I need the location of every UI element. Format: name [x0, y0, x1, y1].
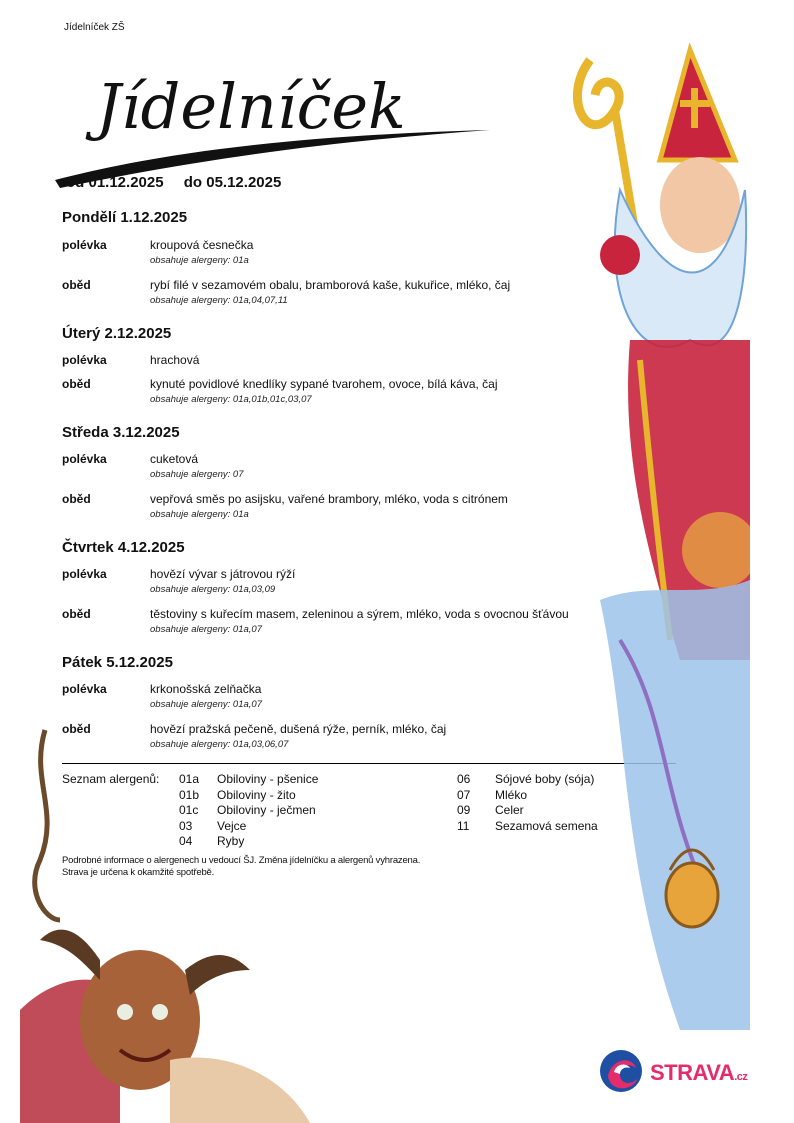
devil-illustration: [20, 720, 310, 1123]
row-label: polévka: [62, 682, 107, 696]
menu-item-text: hrachová: [150, 353, 200, 367]
menu-item-text: cuketová: [150, 452, 199, 466]
menu-item-allergens: obsahuje alergeny: 01a,07: [150, 624, 262, 635]
script-title-text: Jídelníček: [96, 70, 406, 143]
menu-item-text: hovězí pražská pečeně, dušená rýže, perník, mléko, čaj: [150, 722, 447, 736]
menu-item: [150, 567, 295, 595]
date-from: od 01.12.2025: [66, 174, 164, 191]
allergen-list-label: Seznam alergenů:: [62, 772, 160, 786]
row-label: oběd: [62, 607, 91, 621]
header-small-title: Jídelníček ZŠ: [64, 22, 125, 33]
row-label: oběd: [62, 377, 91, 391]
allergen-entry: 07 Mléko: [457, 787, 528, 802]
strava-logo-icon: [598, 1048, 644, 1094]
allergen-entry: 01a Obiloviny - pšenice: [179, 772, 319, 786]
menu-item: [150, 377, 498, 405]
menu-item: [150, 607, 569, 635]
row-label: polévka: [62, 238, 107, 252]
menu-item: [150, 278, 510, 306]
date-range: [66, 174, 297, 191]
menu-item: [150, 238, 253, 266]
menu-item-text: těstoviny s kuřecím masem, zeleninou a sýrem, mléko, voda s ovocnou šťávou: [150, 607, 569, 621]
row-label: polévka: [62, 567, 107, 581]
row-label: oběd: [62, 278, 91, 292]
day-title: Středa 3.12.2025: [62, 424, 180, 441]
saint-nicholas-illustration: [560, 40, 750, 1030]
menu-item-text: kynuté povidlové knedlíky sypané tvarohem, ovoce, bílá káva, čaj: [150, 377, 498, 391]
allergen-entry: 04 Ryby: [179, 834, 245, 848]
allergen-entry: 11 Sezamová semena: [457, 818, 598, 833]
row-label: polévka: [62, 452, 107, 466]
menu-item: [150, 353, 199, 367]
menu-item-text: kroupová česnečka: [150, 238, 254, 252]
day-title: Pátek 5.12.2025: [62, 654, 173, 671]
strava-logo-text: STRAVA.cz: [650, 1060, 748, 1085]
menu-item-allergens: obsahuje alergeny: 01a,03,09: [150, 584, 276, 595]
menu-item-allergens: obsahuje alergeny: 07: [150, 469, 244, 480]
menu-item-allergens: obsahuje alergeny: 01a,07: [150, 699, 262, 710]
gift-basket-icon: [666, 863, 718, 927]
allergen-entry: 09 Celer: [457, 803, 524, 817]
day-title: Úterý 2.12.2025: [62, 325, 172, 342]
allergen-entry: 06 Sójové boby (sója): [457, 772, 595, 786]
row-label: polévka: [62, 353, 107, 367]
menu-item: [150, 492, 508, 520]
row-label: oběd: [62, 492, 91, 506]
menu-item: [150, 452, 244, 480]
menu-item-allergens: obsahuje alergeny: 01a,03,06,07: [150, 739, 289, 750]
allergen-entry: 01b Obiloviny - žito: [179, 787, 296, 802]
footnote-line: Strava je určena k okamžité spotřebě.: [62, 867, 215, 878]
menu-item-text: hovězí vývar s játrovou rýží: [150, 567, 296, 581]
day-title: Pondělí 1.12.2025: [62, 209, 188, 226]
menu-item-allergens: obsahuje alergeny: 01a,01b,01c,03,07: [150, 394, 312, 405]
date-to: do 05.12.2025: [183, 174, 282, 191]
day-title: Čtvrtek 4.12.2025: [62, 539, 185, 556]
allergen-entry: 03 Vejce: [179, 818, 247, 833]
menu-item-text: rybí filé v sezamovém obalu, bramborová kaše, kukuřice, mléko, čaj: [150, 278, 511, 292]
menu-item-text: krkonošská zelňačka: [150, 682, 262, 696]
menu-item-allergens: obsahuje alergeny: 01a,04,07,11: [150, 295, 288, 306]
allergen-entry: 01c Obiloviny - ječmen: [179, 803, 316, 817]
footnote-line: Podrobné informace o alergenech u vedoucí ŠJ. Změna jídelníčku a alergenů vyhrazena.: [62, 855, 421, 866]
horn-icon: [40, 930, 100, 980]
menu-item-allergens: obsahuje alergeny: 01a: [150, 255, 249, 266]
menu-item-text: vepřová směs po asijsku, vařené brambory, mléko, voda s citrónem: [150, 492, 508, 506]
row-label: oběd: [62, 722, 91, 736]
menu-item-allergens: obsahuje alergeny: 01a: [150, 509, 249, 520]
script-title: [50, 40, 500, 190]
devil-tail: [35, 730, 60, 920]
menu-item: [150, 682, 262, 710]
